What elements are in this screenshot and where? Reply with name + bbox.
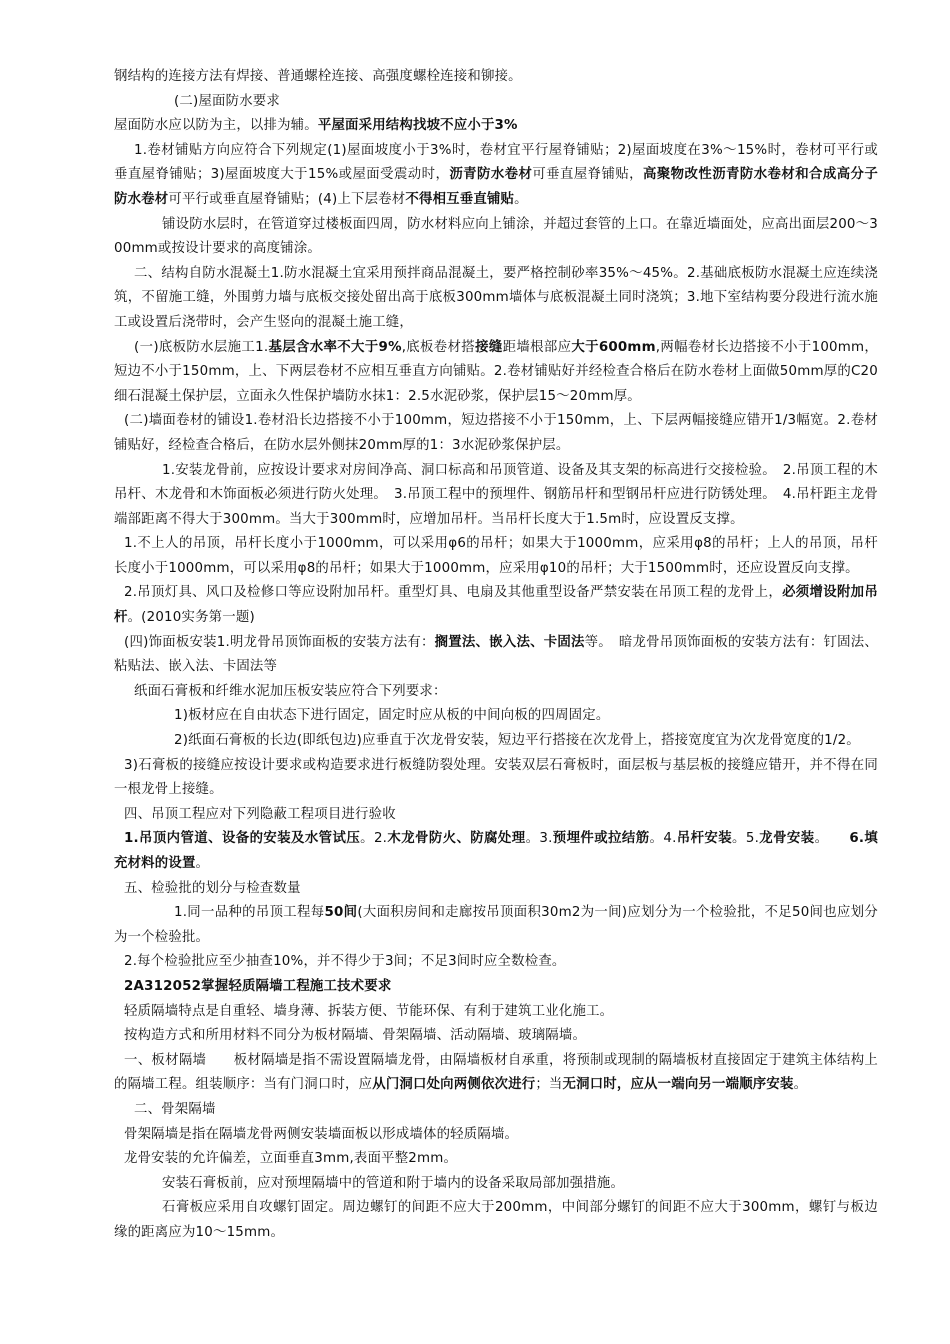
- paragraph-structural-waterproof-concrete: 二、结构自防水混凝土1.防水混凝土宜采用预拌商品混凝土，要严格控制砂率35%～45%。2.基础底板防水混凝土应连续浇筑，不留施工缝，外围剪力墙与底板交接处留出高于底板300mm墙体与底板混凝土同时浇筑；3.地下室结构要分段进行流水施工或设置后浇带时，会产生竖向的混凝土施工缝，: [114, 265, 878, 330]
- paragraph-panel-partition: [114, 1049, 878, 1098]
- text-run: 。: [514, 191, 528, 207]
- text-run: 。: [195, 856, 210, 871]
- paragraph-wall-membrane: (二)墙面卷材的铺设1.卷材沿长边搭接不小于100mm，短边搭接不小于150mm，上、下层两幅接缝应错开1/3幅宽。2.卷材铺贴好，经检查合格后，在防水层外侧抹20mm厚的1：3水泥砂浆保护层。: [114, 413, 878, 453]
- text-run: (四)饰面板安装1.明龙骨吊顶饰面板的安装方法有：: [124, 634, 435, 650]
- text-run: (一)底板防水层施工1.: [134, 339, 269, 355]
- bold-text: 不得相互垂直铺贴: [405, 191, 515, 207]
- paragraph-item-2: 2)纸面石膏板的长边(即纸包边)应垂直于次龙骨安装，短边平行搭接在次龙骨上，搭接宽度宜为次龙骨宽度的1/2。: [174, 733, 860, 749]
- bold-text: 大于600mm: [571, 339, 656, 355]
- paragraph-item-3: 3)石膏板的接缝应按设计要求或构造要求进行板缝防裂处理。安装双层石膏板时，面层板与基层板的接缝应错开，并不得在同一根龙骨上接缝。: [114, 757, 878, 798]
- text-run: 距墙根部应: [502, 339, 572, 355]
- text-run: ,底板卷材搭: [401, 339, 476, 355]
- text-run: 。: [814, 831, 850, 847]
- paragraph-hanger-rod: 1.不上人的吊顶，吊杆长度小于1000mm，可以采用φ6的吊杆；如果大于1000mm，应采用φ8的吊杆；上人的吊顶，吊杆长度小于1000mm，可以采用φ8的吊杆；如果大于1000mm，应采用φ10的吊杆；大于1500mm时，还应设置反向支撑。: [114, 536, 878, 576]
- bold-text: 木龙骨防火、防腐处理: [387, 831, 526, 847]
- bold-text: 50间: [324, 905, 358, 921]
- text-run: 可垂直屋脊铺贴，: [532, 167, 644, 183]
- heading-inspection-lot: 五、检验批的划分与检查数量: [124, 880, 301, 896]
- paragraph-floor-slab-waterproof: [114, 336, 878, 410]
- paragraph-steel-connection: 钢结构的连接方法有焊接、普通螺栓连接、高强度螺栓连接和铆接。: [114, 69, 522, 84]
- paragraph-gypsum-reinforce: 安装石膏板前，应对预埋隔墙中的管道和附于墙内的设备采取局部加强措施。: [162, 1175, 625, 1191]
- paragraph-roof-principle: [114, 114, 878, 139]
- text-run: 。3.: [525, 831, 553, 847]
- paragraph-membrane-direction: [114, 139, 878, 213]
- bold-text: 2A312052掌握轻质隔墙工程施工技术要求: [124, 978, 392, 994]
- heading-frame-partition: 二、骨架隔墙: [134, 1101, 216, 1117]
- bold-text: 平屋面采用结构找坡不应小于3%: [317, 118, 518, 134]
- text-run: 屋面防水应以防为主，以排为辅。: [114, 118, 318, 134]
- text-run: 1.卷材铺贴方向应符合下列规定(1)屋面坡度小于3%时，卷材宜平行屋脊铺贴；2)屋面坡度在3%～15%时，卷材可平行或垂直屋脊铺贴；3)屋面坡度大于15%或屋面受震动时，: [114, 142, 878, 183]
- heading-concealed-works: 四、吊顶工程应对下列隐蔽工程项目进行验收: [124, 806, 396, 822]
- bold-text: 龙骨安装: [759, 831, 815, 847]
- bold-text: 无洞口时，应从一端向另一端顺序安装: [562, 1077, 794, 1093]
- paragraph-pipe-waterproof: 铺设防水层时，在管道穿过楼板面四周，防水材料应向上铺涂，并超过套管的上口。在靠近墙面处，应高出面层200～300mm或按设计要求的高度铺涂。: [114, 216, 878, 257]
- text-run: 一、板材隔墙 板材隔墙是指不需设置隔墙龙骨，由隔墙板材自承重，将预制或现制的隔墙板材直接固定于建筑主体结构上的隔墙工程。组装顺序：当有门洞口时，应: [114, 1052, 878, 1093]
- text-run: ,两幅卷材长边搭接不小于100mm，短边不小于150mm，上、下两层卷材不应相互垂直方向铺贴。2.卷材铺贴好并经检查合格后在防水卷材上面做50mm厚的C20细石混凝土保护层，立面永久性保护墙防水抹1：2.5水泥砂浆，保护层15～20mm厚。: [114, 339, 879, 404]
- text-run: 。4.: [649, 831, 677, 847]
- paragraph-ceiling-keel-install: 1.安装龙骨前，应按设计要求对房间净高、洞口标高和吊顶管道、设备及其支架的标高进行交接检验。 2.吊顶工程的木吊杆、木龙骨和木饰面板必须进行防火处理。 3.吊顶工程中的预埋件、钢筋吊杆和型钢吊杆应进行防锈处理。 4.吊杆距主龙骨端部距离不得大于300mm。当大于300mm时，应增加吊杆。当吊杆长度大于1.5m时，应设置反支撑。: [114, 462, 878, 527]
- text-run: (大面积房间和走廊按吊顶面积30m2为一间)应划分为一个检验批，不足50间也应划分为一个检验批。: [114, 905, 878, 945]
- paragraph-partition-types: 按构造方式和所用材料不同分为板材隔墙、骨架隔墙、活动隔墙、玻璃隔墙。: [124, 1028, 587, 1044]
- text-run: 。(2010实务第一题): [127, 610, 255, 626]
- heading-light-partition: [114, 975, 878, 1000]
- bold-text: 吊杆安装: [676, 831, 733, 847]
- bold-text: 预埋件或拉结筋: [552, 831, 650, 847]
- bold-text: 接缝: [475, 339, 503, 355]
- bold-text: 必须增设附加吊杆: [114, 585, 878, 626]
- text-run: 可平行或垂直屋脊铺贴；(4)上下层卷材: [168, 191, 406, 207]
- text-run: 2.吊顶灯具、风口及检修口等应设附加吊杆。重型灯具、电扇及其他重型设备严禁安装在吊顶工程的龙骨上，: [124, 585, 783, 601]
- paragraph-concealed-list: [114, 827, 878, 876]
- paragraph-frame-definition: 骨架隔墙是指在隔墙龙骨两侧安装墙面板以形成墙体的轻质隔墙。: [124, 1126, 519, 1142]
- text-run: 。: [793, 1077, 808, 1093]
- text-run: 。5.: [732, 831, 760, 847]
- bold-text: 6.填充材料的设置: [114, 831, 878, 871]
- bold-text: 高聚物改性沥青防水卷材和合成高分子防水卷材: [114, 167, 878, 207]
- paragraph-inspection-lot-2: 2.每个检验批应至少抽查10%，并不得少于3间；不足3间时应全数检查。: [124, 954, 566, 970]
- paragraph-screw-spacing: 石膏板应采用自攻螺钉固定。周边螺钉的间距不应大于200mm，中间部分螺钉的间距不应大于300mm，螺钉与板边缘的距离应为10～15mm。: [114, 1200, 878, 1240]
- bold-text: 1.吊顶内管道、设备的安装及水管试压: [124, 831, 361, 847]
- bold-text: 搁置法、嵌入法、卡固法: [434, 634, 585, 650]
- text-run: 。2.: [360, 831, 388, 847]
- paragraph-item-1: 1)板材应在自由状态下进行固定，固定时应从板的中间向板的四周固定。: [174, 708, 610, 724]
- paragraph-gypsum-requirements: 纸面石膏板和纤维水泥加压板安装应符合下列要求：: [134, 683, 447, 699]
- document-body: [114, 65, 878, 1246]
- paragraph-inspection-lot-1: [114, 901, 878, 950]
- paragraph-keel-tolerance: 龙骨安装的允许偏差，立面垂直3mm,表面平整2mm。: [124, 1151, 458, 1167]
- bold-text: 从门洞口处向两侧依次进行: [372, 1077, 536, 1093]
- bold-text: 基层含水率不大于9%: [268, 339, 402, 355]
- bold-text: 沥青防水卷材: [449, 167, 533, 183]
- text-run: 等。 暗龙骨吊顶饰面板的安装方法有：钉固法、粘贴法、嵌入法、卡固法等: [114, 634, 879, 675]
- paragraph-panel-install: [114, 631, 878, 680]
- text-run: ；当: [535, 1077, 563, 1093]
- heading-roof-waterproof: (二)屋面防水要求: [174, 93, 280, 109]
- paragraph-partition-features: 轻质隔墙特点是自重轻、墙身薄、拆装方便、节能环保、有利于建筑工业化施工。: [124, 1003, 614, 1019]
- paragraph-lamp-hanger: [114, 581, 878, 630]
- text-run: 1.同一品种的吊顶工程每: [174, 905, 325, 921]
